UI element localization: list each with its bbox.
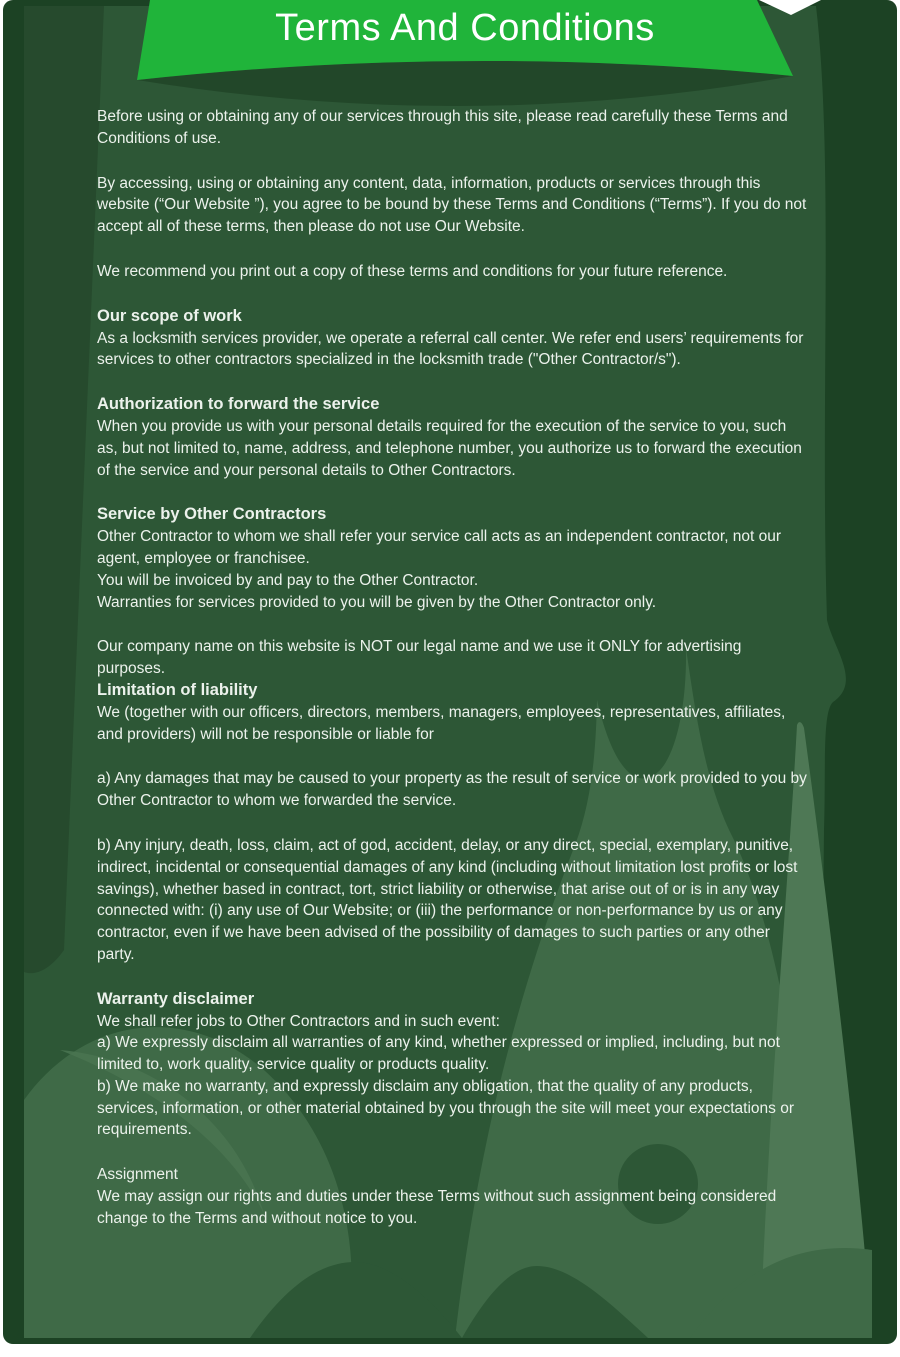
page-title: Terms And Conditions [275,7,655,49]
paragraph: We may assign our rights and duties under these Terms without such assignment being considered change to the Terms and without notice to you. [97,1188,777,1227]
section-heading: Our scope of work [97,306,242,325]
paragraph: a) Any damages that may be caused to your property as the result of service or work provided to you by Other Contractor to whom we forwarded the service. [97,770,807,810]
paragraph: Our company name on this website is NOT our legal name and we use it ONLY for advertising purposes. [97,638,742,678]
paragraph: We (together with our officers, directors, members, managers, employees, representatives, affiliates, and providers) will not be responsible or liable for [97,703,786,743]
section-heading: Authorization to forward the service [97,395,380,414]
paragraph: Other Contractor to whom we shall refer your service call acts as an independent contractor, not our agent, employee or franchisee. [97,528,782,567]
paragraph: b) Any injury, death, loss, claim, act of god, accident, delay, or any direct, special, exemplary, punitive, indirect, incidental or consequential damages of any kind (including without limitation lost profits or lost savings), whether based in contract, tort, strict liability or otherwise, that arise out of or is in any way connected with: (i) any use of Our Website; or (iii) the performance or non-performance by us or any contractor, even if we have been advised of the possibility of damages to such parties or any other party. [97,836,798,963]
paragraph: We shall refer jobs to Other Contractors and in such event: [97,1012,500,1030]
paragraph: Assignment [97,1166,178,1184]
paragraph: b) We make no warranty, and expressly disclaim any obligation, that the quality of any products, services, information, or other material obtained by you through the site will meet your expectations or requirements. [97,1077,794,1139]
paragraph: You will be invoiced by and pay to the Other Contractor. [97,571,479,589]
section-heading: Warranty disclaimer [97,989,255,1008]
paragraph: When you provide us with your personal details required for the execution of the service to you, such as, but not limited to, name, address, and telephone number, you authorize us to forward the execution of the service and your personal details to Other Contractors. [97,417,802,479]
terms-content [97,106,810,1230]
paragraph: By accessing, using or obtaining any content, data, information, products or services through this website (“Our Website ”), you agree to be bound by these Terms and Conditions (“Terms”). If you do not accept all of these terms, then please do not use Our Website. [97,174,807,236]
paragraph: a) We expressly disclaim all warranties of any kind, whether expressed or implied, including, but not limited to, work quality, service quality or products quality. [97,1034,780,1074]
paragraph: We recommend you print out a copy of these terms and conditions for your future reference. [97,262,728,280]
paragraph: Before using or obtaining any of our services through this site, please read carefully these Terms and Conditions of use. [97,108,788,147]
section-heading: Limitation of liability [97,680,258,699]
section-heading: Service by Other Contractors [97,505,327,524]
paragraph: As a locksmith services provider, we operate a referral call center. We refer end users’ requirements for services to other contractors specialized in the locksmith trade ("Other Contractor/s"). [97,329,804,369]
paragraph: Warranties for services provided to you will be given by the Other Contractor only. [97,593,657,611]
